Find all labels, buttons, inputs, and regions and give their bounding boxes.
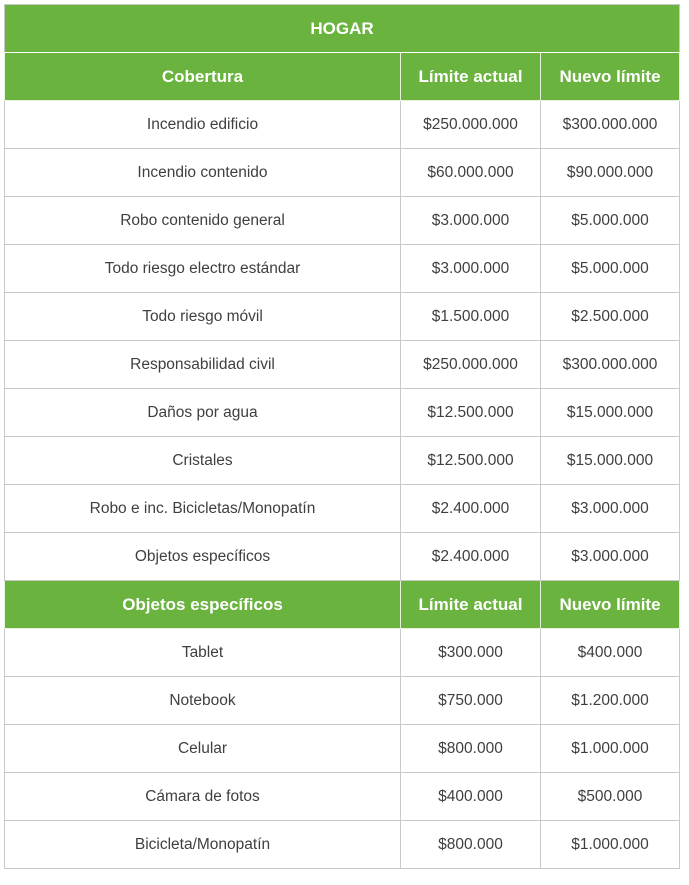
coverage-section: [5, 53, 680, 581]
current-limit: $750.000: [401, 677, 541, 725]
new-limit: $500.000: [541, 773, 680, 821]
new-limit: $2.500.000: [541, 293, 680, 341]
coverage-name: Incendio contenido: [5, 149, 401, 197]
coverage-name: Cristales: [5, 437, 401, 485]
new-limit: $3.000.000: [541, 485, 680, 533]
table-row: [5, 677, 680, 725]
coverage-name: Daños por agua: [5, 389, 401, 437]
table-row: [5, 629, 680, 677]
table-row: [5, 101, 680, 149]
new-limit: $5.000.000: [541, 245, 680, 293]
current-limit: $300.000: [401, 629, 541, 677]
current-limit: $12.500.000: [401, 437, 541, 485]
new-limit: $1.000.000: [541, 821, 680, 869]
current-limit: $250.000.000: [401, 101, 541, 149]
coverage-name: Responsabilidad civil: [5, 341, 401, 389]
specific-objects-header-row: [5, 581, 680, 629]
current-limit: $3.000.000: [401, 197, 541, 245]
new-limit: $15.000.000: [541, 389, 680, 437]
object-name: Celular: [5, 725, 401, 773]
coverage-name: Objetos específicos: [5, 533, 401, 581]
column-header-new-limit: Nuevo límite: [541, 53, 680, 101]
object-name: Cámara de fotos: [5, 773, 401, 821]
current-limit: $1.500.000: [401, 293, 541, 341]
table-row: [5, 725, 680, 773]
column-header-current-limit: Límite actual: [401, 53, 541, 101]
current-limit: $400.000: [401, 773, 541, 821]
current-limit: $250.000.000: [401, 341, 541, 389]
table-title: HOGAR: [5, 5, 680, 53]
coverage-name: Todo riesgo móvil: [5, 293, 401, 341]
column-header-current-limit: Límite actual: [401, 581, 541, 629]
coverage-name: Robo e inc. Bicicletas/Monopatín: [5, 485, 401, 533]
new-limit: $15.000.000: [541, 437, 680, 485]
table-row: [5, 821, 680, 869]
table-row: [5, 293, 680, 341]
new-limit: $1.000.000: [541, 725, 680, 773]
column-header-specific-objects: Objetos específicos: [5, 581, 401, 629]
specific-objects-section: [5, 581, 680, 869]
coverage-name: Robo contenido general: [5, 197, 401, 245]
table-title-row: [5, 5, 680, 53]
new-limit: $90.000.000: [541, 149, 680, 197]
new-limit: $5.000.000: [541, 197, 680, 245]
coverage-name: Todo riesgo electro estándar: [5, 245, 401, 293]
current-limit: $800.000: [401, 821, 541, 869]
table-row: [5, 341, 680, 389]
table-row: [5, 245, 680, 293]
current-limit: $3.000.000: [401, 245, 541, 293]
current-limit: $2.400.000: [401, 485, 541, 533]
table-row: [5, 437, 680, 485]
object-name: Bicicleta/Monopatín: [5, 821, 401, 869]
coverage-name: Incendio edificio: [5, 101, 401, 149]
coverage-table-container: [4, 4, 679, 869]
current-limit: $2.400.000: [401, 533, 541, 581]
table-row: [5, 533, 680, 581]
column-header-coverage: Cobertura: [5, 53, 401, 101]
current-limit: $800.000: [401, 725, 541, 773]
object-name: Tablet: [5, 629, 401, 677]
new-limit: $3.000.000: [541, 533, 680, 581]
new-limit: $400.000: [541, 629, 680, 677]
new-limit: $300.000.000: [541, 341, 680, 389]
current-limit: $60.000.000: [401, 149, 541, 197]
new-limit: $300.000.000: [541, 101, 680, 149]
coverage-header-row: [5, 53, 680, 101]
table-row: [5, 197, 680, 245]
coverage-table: [4, 4, 680, 869]
table-row: [5, 149, 680, 197]
column-header-new-limit: Nuevo límite: [541, 581, 680, 629]
new-limit: $1.200.000: [541, 677, 680, 725]
table-row: [5, 389, 680, 437]
current-limit: $12.500.000: [401, 389, 541, 437]
object-name: Notebook: [5, 677, 401, 725]
table-row: [5, 485, 680, 533]
table-row: [5, 773, 680, 821]
